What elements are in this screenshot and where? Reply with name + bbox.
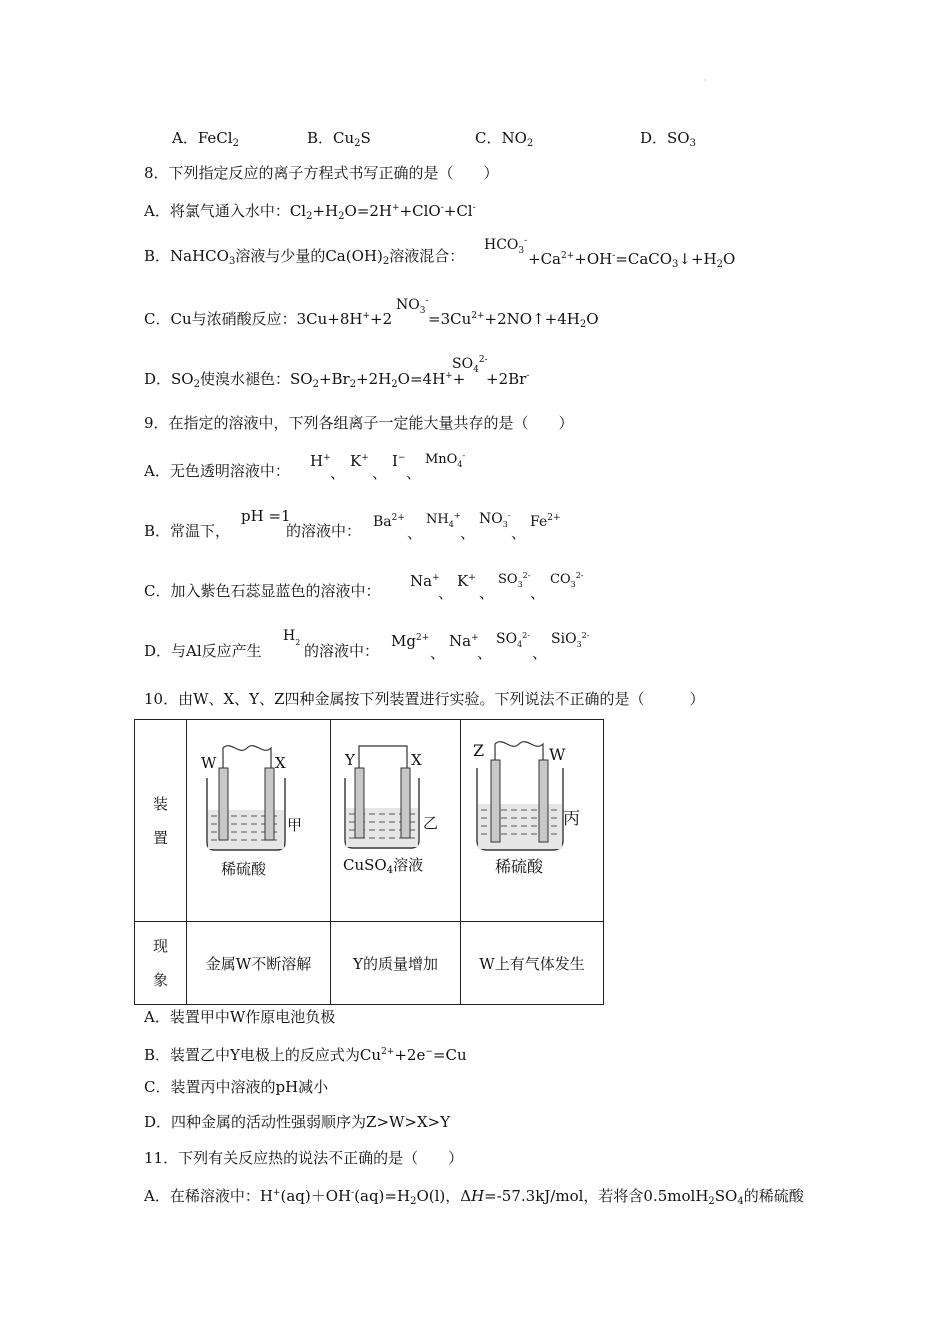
q9-d-sep-1: 、: [430, 644, 446, 662]
phenomenon-2: Y的质量增加: [331, 922, 461, 1005]
q8-b-equation: $+Ca^{2+}+OH^-=CaCO_3↓+H_2O$: [528, 250, 736, 270]
phenomenon-1: 金属W不断溶解: [187, 922, 331, 1005]
q10-option-b: B．装置乙中Y电极上的反应式为$Cu^{2+}+2e^-=Cu$: [144, 1046, 467, 1064]
q11-stem: 11．下列有关反应热的说法不正确的是（ ）: [144, 1149, 464, 1167]
q10-option-a: A．装置甲中W作原电池负极: [144, 1008, 336, 1026]
q9-c-ion-4: $CO_3^{2-}$: [550, 571, 584, 589]
q8-option-d: D．$SO_2$使溴水褪色：$SO_2+Br_2+2H_2O=4H^++$: [144, 370, 466, 390]
q9-b-sep-3: 、: [511, 524, 527, 542]
solution-label: 稀硫酸: [495, 857, 544, 876]
device-name: 乙: [423, 814, 439, 832]
device-name: 丙: [563, 809, 580, 829]
q9-c-sep-3: 、: [530, 584, 546, 602]
q9-option-d: D．与Al反应产生: [144, 642, 262, 660]
q9-a-sep-2: 、: [372, 464, 388, 482]
q9-b-ion-1: $Ba^{2+}$: [373, 513, 405, 530]
q9-b-sep-1: 、: [407, 524, 423, 542]
q9-c-sep-2: 、: [479, 584, 495, 602]
q8-d-equation: +2Br-: [486, 370, 530, 388]
q9-a-ion-3: I−: [392, 452, 406, 470]
q9-b-ion-3: $NO_3^-$: [479, 511, 511, 529]
q9-b-ph: pH =1: [241, 507, 291, 525]
electrode-right-label: X: [411, 751, 422, 769]
q9-d-ion-4: SiO$_3^{2-}$: [551, 631, 590, 649]
q9-c-sep-1: 、: [438, 584, 454, 602]
q9-d-h2: $H_2$: [283, 628, 301, 647]
q9-b-sep-2: 、: [460, 524, 476, 542]
q8-option-c: C．Cu与浓硝酸反应：3Cu+8H++2: [144, 310, 393, 328]
q9-option-b: B．常温下，: [144, 522, 231, 540]
electrode-right-label: X: [275, 754, 286, 772]
q10-option-c: C．装置丙中溶液的pH减小: [144, 1078, 329, 1096]
q11-option-a: A．在稀溶液中：$H^+(aq)+OH^-(aq)=H_2O(l)$，ΔH=-57.3kJ/mol，若将含$0.5molH_2SO_4$的稀硫酸: [144, 1187, 804, 1207]
q8-option-a: A．将氯气通入水中：$Cl_2+H_2O=2H^++ClO^-+Cl^-$: [144, 202, 476, 222]
q9-a-sep-3: 、: [406, 464, 422, 482]
q9-a-sep-1: 、: [330, 464, 346, 482]
q8-c-equation: $=3Cu^{2+}+2NO↑+4H_2O$: [428, 310, 599, 330]
q7-option-d: D．$SO_3$: [640, 129, 696, 149]
q8-d-ion: $SO_4^{2-}$: [452, 355, 488, 375]
q8-b-ion: $HCO_3^-$: [484, 236, 528, 256]
q9-d-sep-2: 、: [477, 644, 493, 662]
q9-option-c: C．加入紫色石蕊显蓝色的溶液中：: [144, 582, 381, 600]
q9-d-mid: 的溶液中：: [304, 642, 380, 660]
q9-c-ion-1: Na+: [410, 572, 440, 590]
q10-option-d: D．四种金属的活动性强弱顺序为Z>W>X>Y: [144, 1113, 451, 1131]
device-cell-1: [187, 720, 331, 922]
q9-d-ion-3: $SO_4^{2-}$: [496, 631, 530, 649]
q7-option-a: A．FeCl$_2$: [172, 129, 239, 149]
q9-a-ion-2: K+: [350, 452, 369, 470]
q9-b-mid: 的溶液中：: [286, 522, 362, 540]
solution-label: CuSO$_4$溶液: [343, 856, 424, 876]
device-name: 甲: [287, 816, 303, 834]
q9-stem: 9．在指定的溶液中，下列各组离子一定能大量共存的是（ ）: [144, 414, 574, 432]
q9-option-a: A．无色透明溶液中：: [144, 462, 290, 480]
electrolytic-cell-diagram: [187, 720, 330, 917]
q10-stem: 10．由W、X、Y、Z四种金属按下列装置进行实验。下列说法不正确的是（ ）: [144, 690, 705, 708]
electrode-right-label: W: [549, 745, 566, 764]
electrolytic-cell-diagram: [331, 720, 460, 917]
q9-d-ion-1: $Mg^{2+}$: [391, 632, 430, 650]
q7-option-c: C．$NO_2$: [475, 129, 534, 149]
q9-d-sep-3: 、: [532, 644, 548, 662]
q9-a-ion-4: MnO$_4$-: [425, 451, 466, 469]
q9-c-ion-3: $SO_3^{2-}$: [498, 571, 531, 589]
row-header-device: 装 置: [135, 720, 187, 922]
q9-b-ion-4: $Fe^{2+}$: [530, 513, 561, 530]
phenomenon-3: W上有气体发生: [461, 922, 604, 1005]
q9-a-ion-1: H+: [310, 452, 331, 470]
device-cell-2: [331, 720, 461, 922]
q8-c-ion: $NO_3^-$: [396, 296, 429, 316]
electrode-left-label: Z: [473, 741, 485, 760]
q7-option-b: B．$Cu_2S$: [307, 129, 371, 149]
experiment-table: [134, 719, 604, 1005]
electrode-left-label: W: [201, 754, 217, 772]
electrode-left-label: Y: [345, 751, 355, 769]
q8-option-b: B．NaHCO$_3$溶液与少量的$Ca(OH)_2$溶液混合：: [144, 247, 465, 267]
q9-b-ion-2: $NH_4^+$: [426, 511, 461, 529]
device-cell-3: [461, 720, 604, 922]
row-header-phenomenon: 现 象: [135, 922, 187, 1005]
q8-stem: 8．下列指定反应的离子方程式书写正确的是（ ）: [144, 164, 499, 182]
q9-c-ion-2: K+: [457, 572, 476, 590]
solution-label: 稀硫酸: [221, 860, 267, 878]
q9-d-ion-2: Na+: [449, 632, 479, 650]
page-mark: ·: [704, 76, 707, 85]
